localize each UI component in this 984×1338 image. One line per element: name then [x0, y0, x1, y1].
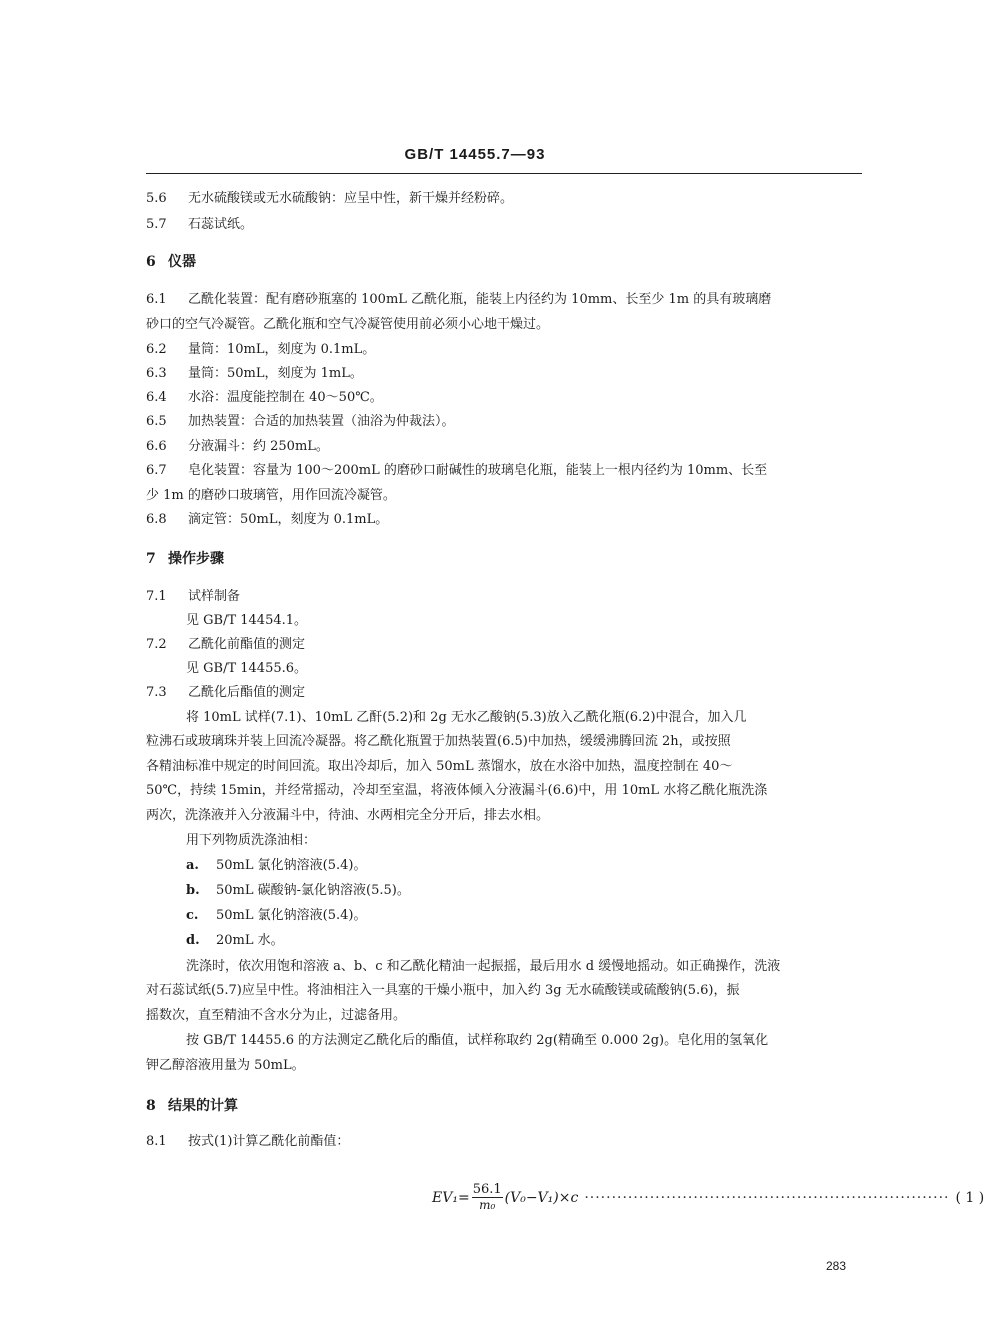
section-8-heading	[146, 1097, 238, 1115]
list-label: d.	[186, 933, 200, 948]
clause-6-7-cont: 少 1m 的磨砂口玻璃管，用作回流冷凝管。	[146, 488, 396, 503]
paragraph-line: 各精油标准中规定的时间回流。取出冷却后，加入 50mL 蒸馏水，放在水浴中加热，温度控制在 40～	[146, 759, 733, 774]
list-label: c.	[186, 908, 199, 923]
list-text: 20mL 水。	[216, 933, 284, 948]
section-title: 仪器	[168, 254, 196, 270]
clause-text: 滴定管：50mL，刻度为 0.1mL。	[188, 512, 389, 527]
clause-number: 6.4	[146, 390, 167, 405]
clause-6-8	[146, 511, 388, 529]
paragraph-line: 两次，洗涤液并入分液漏斗中，待油、水两相完全分开后，排去水相。	[146, 808, 550, 823]
equation-fraction	[472, 1182, 503, 1213]
clause-number: 7.2	[146, 637, 167, 652]
list-text: 50mL 氯化钠溶液(5.4)。	[216, 858, 367, 873]
clause-number: 6.1	[146, 292, 167, 307]
paragraph-line: 粒沸石或玻璃珠并装上回流冷凝器。将乙酰化瓶置于加热装置(6.5)中加热，缓缓沸腾回流 2h，或按照	[146, 734, 731, 749]
paragraph-line: 50℃，持续 15min，并经常摇动，冷却至室温，将液体倾入分液漏斗(6.6)中，用 10mL 水将乙酰化瓶洗涤	[146, 783, 768, 798]
clause-5-6	[146, 190, 513, 208]
list-label: a.	[186, 858, 199, 873]
fraction-denominator: m₀	[479, 1198, 496, 1212]
list-item-d	[186, 932, 284, 950]
section-6-heading	[146, 253, 196, 271]
section-number: 6	[146, 254, 156, 270]
list-text: 50mL 碳酸钠-氯化钠溶液(5.5)。	[216, 883, 410, 898]
clause-number: 6.7	[146, 463, 167, 478]
page-header: GB/T 14455.7—93	[404, 146, 546, 163]
page-number: 283	[826, 1259, 847, 1273]
paragraph-line: 按 GB/T 14455.6 的方法测定乙酰化后的酯值，试样称取约 2g(精确至 0.000 2g)。皂化用的氢氧化	[186, 1033, 769, 1048]
clause-text: 试样制备	[188, 589, 241, 604]
paragraph-line: 将 10mL 试样(7.1)、10mL 乙酐(5.2)和 2g 无水乙酸钠(5.3)放入乙酰化瓶(6.2)中混合，加入几	[186, 710, 747, 725]
clause-number: 5.7	[146, 217, 167, 232]
clause-number: 6.8	[146, 512, 167, 527]
section-number: 8	[146, 1098, 156, 1114]
list-item-c	[186, 907, 366, 925]
clause-7-2	[146, 636, 305, 654]
clause-5-7	[146, 216, 253, 234]
paragraph-line: 钾乙醇溶液用量为 50mL。	[146, 1058, 305, 1073]
header-rule	[146, 173, 862, 174]
clause-7-3	[146, 684, 305, 702]
list-item-b	[186, 882, 410, 900]
clause-text: 分液漏斗：约 250mL。	[188, 439, 329, 454]
clause-number: 6.5	[146, 414, 167, 429]
list-text: 50mL 氯化钠溶液(5.4)。	[216, 908, 367, 923]
clause-text: 量筒：10mL，刻度为 0.1mL。	[188, 342, 376, 357]
clause-number: 6.3	[146, 366, 167, 381]
clause-text: 乙酰化装置：配有磨砂瓶塞的 100mL 乙酰化瓶，能装上内径约为 10mm、长至少 1m 的具有玻璃磨	[188, 292, 772, 307]
paragraph-line: 用下列物质洗涤油相：	[186, 833, 317, 848]
clause-number: 8.1	[146, 1134, 167, 1149]
clause-text: 乙酰化前酯值的测定	[188, 637, 306, 652]
clause-text: 水浴：温度能控制在 40～50℃。	[188, 390, 383, 405]
clause-number: 6.2	[146, 342, 167, 357]
section-number: 7	[146, 551, 156, 567]
clause-7-2-ref: 见 GB/T 14455.6。	[186, 661, 308, 676]
clause-6-1	[146, 291, 771, 309]
clause-number: 5.6	[146, 191, 167, 206]
section-title: 结果的计算	[168, 1098, 238, 1114]
equation-rhs: (V₀−V₁)×c	[504, 1189, 579, 1206]
clause-6-7	[146, 462, 767, 480]
clause-7-1-ref: 见 GB/T 14454.1。	[186, 613, 308, 628]
clause-text: 石蕊试纸。	[188, 217, 254, 232]
clause-6-1-cont: 砂口的空气冷凝管。乙酰化瓶和空气冷凝管使用前必须小心地干燥过。	[146, 317, 550, 332]
clause-text: 无水硫酸镁或无水硫酸钠：应呈中性，新干燥并经粉碎。	[188, 191, 514, 206]
equation-1	[432, 1182, 984, 1213]
clause-6-6	[146, 438, 329, 456]
clause-text: 乙酰化后酯值的测定	[188, 685, 306, 700]
equation-number: ( 1 )	[955, 1189, 984, 1206]
clause-8-1	[146, 1133, 349, 1151]
clause-7-1	[146, 588, 240, 606]
section-title: 操作步骤	[168, 551, 224, 567]
clause-6-4	[146, 389, 383, 407]
clause-text: 按式(1)计算乙酰化前酯值：	[188, 1134, 350, 1149]
clause-number: 6.6	[146, 439, 167, 454]
paragraph-line: 洗涤时，依次用饱和溶液 a、b、c 和乙酰化精油一起振摇，最后用水 d 缓慢地摇动。如正确操作，洗液	[186, 959, 781, 974]
clause-text: 量筒：50mL，刻度为 1mL。	[188, 366, 363, 381]
clause-number: 7.3	[146, 685, 167, 700]
section-7-heading	[146, 550, 224, 568]
list-label: b.	[186, 883, 200, 898]
equation-leader-dots: ···································································	[584, 1189, 950, 1206]
equation-lhs: EV₁=	[432, 1189, 470, 1206]
clause-text: 皂化装置：容量为 100～200mL 的磨砂口耐碱性的玻璃皂化瓶，能装上一根内径约为 10mm、长至	[188, 463, 768, 478]
clause-number: 7.1	[146, 589, 167, 604]
clause-6-5	[146, 413, 455, 431]
clause-text: 加热装置：合适的加热装置（油浴为仲裁法）。	[188, 414, 455, 429]
paragraph-line: 对石蕊试纸(5.7)应呈中性。将油相注入一具塞的干燥小瓶中，加入约 3g 无水硫酸镁或硫酸钠(5.6)，振	[146, 983, 740, 998]
paragraph-line: 摇数次，直至精油不含水分为止，过滤备用。	[146, 1008, 407, 1023]
clause-6-2	[146, 341, 375, 359]
clause-6-3	[146, 365, 363, 383]
list-item-a	[186, 857, 366, 875]
fraction-numerator: 56.1	[472, 1182, 502, 1197]
